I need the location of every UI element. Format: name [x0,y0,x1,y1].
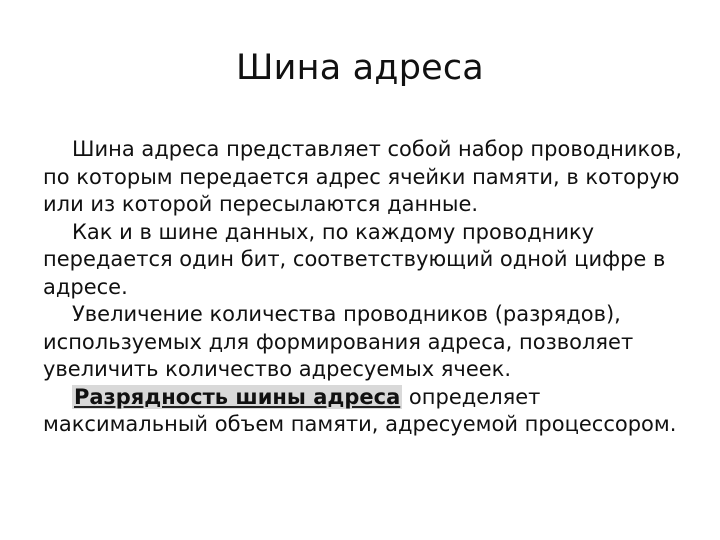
paragraph-one-bit-per-wire [43,219,693,302]
paragraph-more-wires [43,301,693,384]
slide-body [43,136,693,439]
paragraph-address-bus-definition [43,136,693,219]
slide-title: Шина адреса [236,48,484,88]
paragraph-text: определяет максимальный объем памяти, адресуемой процессором. [43,384,677,436]
paragraph-text: Увеличение количества проводников (разрядов), используемых для формирования адреса, позволяет увеличить количество адресуемых ячеек. [43,302,634,381]
paragraph-text: Шина адреса представляет собой набор проводников, по которым передается адрес ячейки памяти, в которую или из которой пересылаются данные. [43,137,683,216]
emphasized-term: Разрядность шины адреса [74,384,401,409]
paragraph-bus-width [43,384,693,439]
paragraph-text: Как и в шине данных, по каждому проводнику передается один бит, соответствующий одной цифре в адресе. [43,219,666,299]
